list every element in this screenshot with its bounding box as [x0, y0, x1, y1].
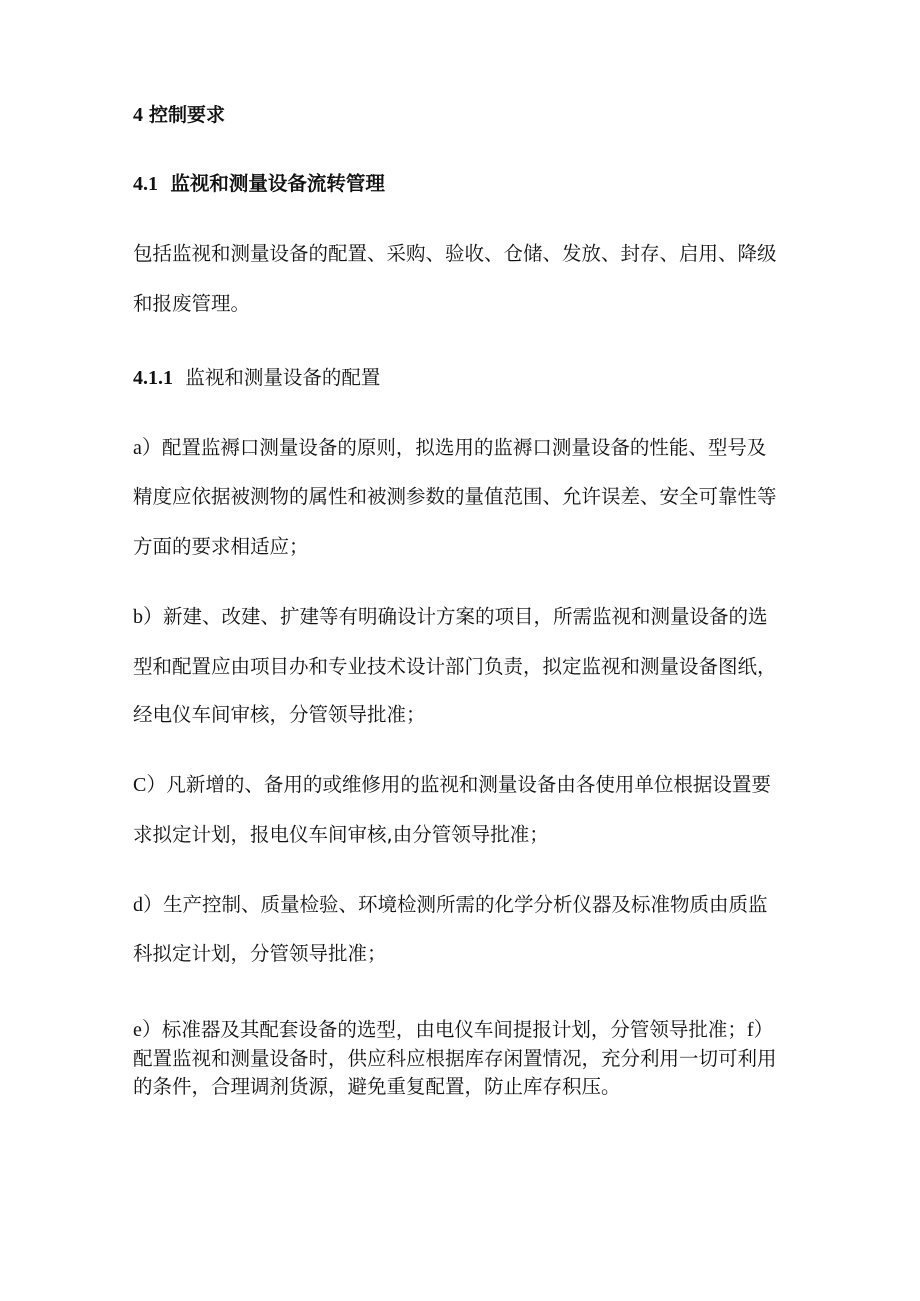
item-b-marker: b）: [133, 606, 163, 628]
section-4-1-intro-line-2: 和报废管理。: [133, 292, 251, 315]
item-b-line-2: 型和配置应由项目办和专业技术设计部门负责，拟定监视和测量设备图纸，: [133, 655, 777, 678]
item-b-line-3: 经电仪车间审核，分管领导批准；: [133, 703, 426, 726]
item-f-marker: f）: [746, 1019, 774, 1041]
section-4-1-intro-line-1: 包括监视和测量设备的配置、采购、验收、仓储、发放、封存、启用、降级: [133, 242, 777, 265]
item-c-line-1: [133, 773, 771, 797]
item-a-text-1: 配置监褥口测量设备的原则，拟选用的监褥口测量设备的性能、型号及: [161, 436, 767, 459]
section-4-1-1-heading: [133, 366, 380, 390]
item-e-marker: e）: [133, 1019, 162, 1041]
item-c-line-2: 求拟定计划，报电仪车间审核,由分管领导批准；: [133, 823, 549, 846]
item-d-marker: d）: [133, 894, 163, 916]
item-e-text-1: 标准器及其配套设备的选型，由电仪车间提报计划，分管领导批准；: [161, 1018, 747, 1041]
item-d-line-1: [133, 893, 768, 917]
section-4-1-heading: [133, 172, 385, 196]
item-f-line-3: 的条件，合理调剂货源，避免重复配置，防止库存积压。: [133, 1075, 621, 1098]
section-4-title: 控制要求: [149, 104, 226, 126]
item-a-line-1: [133, 436, 766, 460]
item-a-line-3: 方面的要求相适应；: [133, 535, 309, 558]
item-c-marker: C）: [133, 774, 167, 796]
section-4-number: 4: [133, 104, 143, 126]
item-c-text-1: 凡新增的、备用的或维修用的监视和测量设备由各使用单位根据设置要: [166, 773, 771, 796]
item-b-line-1: [133, 605, 768, 629]
section-4-heading: [133, 103, 225, 127]
section-4-1-title: 监视和测量设备流转管理: [170, 172, 385, 195]
item-d-line-2: 科拟定计划，分管领导批准；: [133, 942, 387, 965]
item-b-text-1: 新建、改建、扩建等有明确设计方案的项目，所需监视和测量设备的选: [163, 605, 768, 628]
section-4-1-number: 4.1: [133, 173, 158, 195]
section-4-1-1-title: 监视和测量设备的配置: [185, 366, 381, 389]
item-a-line-2: 精度应依据被测物的属性和被测参数的量值范围、允许误差、安全可靠性等: [133, 485, 777, 508]
item-a-marker: a）: [133, 437, 162, 459]
item-e-line-1: [133, 1018, 774, 1042]
item-f-line-2: 配置监视和测量设备时，供应科应根据库存闲置情况，充分利用一切可利用: [133, 1047, 777, 1070]
section-4-1-1-number: 4.1.1: [133, 367, 173, 389]
item-d-text-1: 生产控制、质量检验、环境检测所需的化学分析仪器及标准物质由质监: [163, 893, 768, 916]
